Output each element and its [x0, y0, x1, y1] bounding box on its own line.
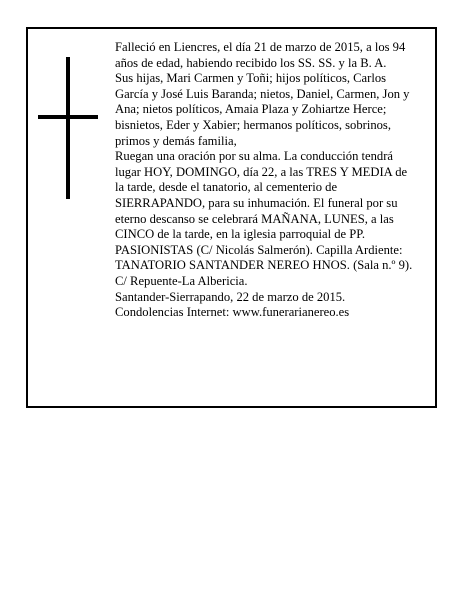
cross-icon — [38, 57, 98, 199]
family-list: Sus hijas, Mari Carmen y Toñi; hijos políticos, Carlos García y José Luis Baranda; nietos, Daniel, Carmen, Jon y Ana; nietos políticos, Amaia Plaza y Zohiartze Herce; bisnietos, Eder y Xabier; hermanos políticos, sobrinos, primos y demás familia, — [115, 71, 410, 148]
notice-text — [115, 40, 419, 321]
obituary-notice — [26, 27, 437, 408]
place-and-date: Santander-Sierrapando, 22 de marzo de 2015. — [115, 289, 346, 304]
condolences-website: Condolencias Internet: www.funerarianereo.es — [115, 305, 350, 320]
cross-horizontal-bar — [38, 115, 98, 119]
service-details: Ruegan una oración por su alma. La conducción tendrá lugar HOY, DOMINGO, día 22, a las TRES Y MEDIA de la tarde, desde el tanatorio, al cementerio de SIERRAPANDO, para su inhumación. El funeral por su eterno descanso se celebrará MAÑANA, LUNES, a las CINCO de la tarde, en la iglesia parroquial de PP. PASIONISTAS (C/ Nicolás Salmerón). Capilla Ardiente: TANATORIO SANTANDER NEREO HNOS. (Sala n.º 9). C/ Repuente-La Albericia. — [115, 149, 413, 288]
cross-vertical-bar — [66, 57, 70, 199]
death-announcement: Falleció en Liencres, el día 21 de marzo de 2015, a los 94 años de edad, habiendo recibido los SS. SS. y la B. A. — [115, 40, 406, 70]
